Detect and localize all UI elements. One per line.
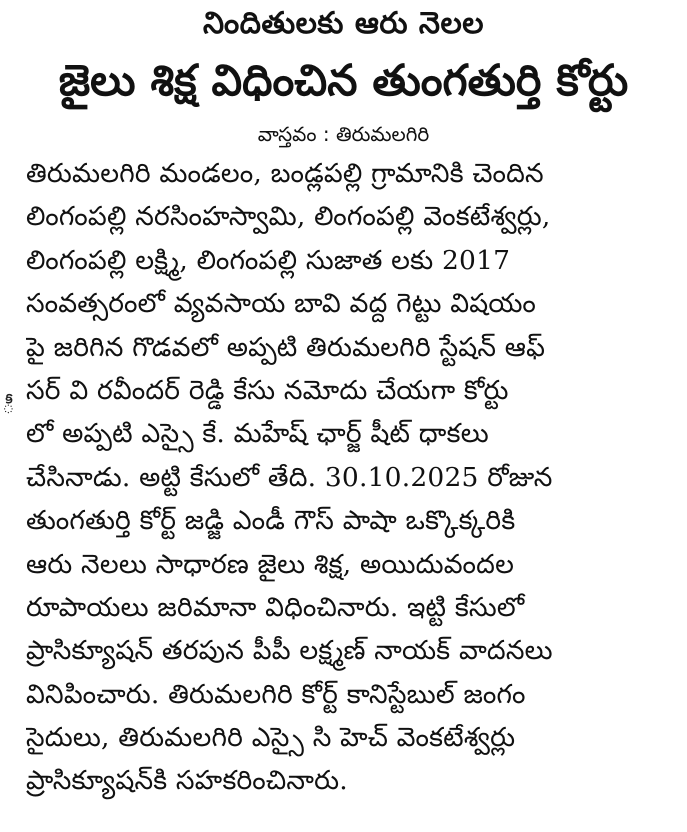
body-line: లింగంపల్లి నరసింహస్వామి, లింగంపల్లి వెంకటేశ్వర్లు, (26, 201, 551, 233)
body-line: సర్ వి రవీందర్ రెడ్డి కేసు నమోదు చేయగా కోర్టు (26, 374, 509, 406)
article-body (26, 152, 681, 803)
body-line: తిరుమలగిరి మండలం, బండ్లపల్లి గ్రామానికి చెందిన (26, 158, 544, 189)
margin-mark: ీ (2, 394, 15, 419)
kicker-headline: నిందితులకు ఆరు నెలల (202, 6, 485, 41)
body-line: లో అప్పటి ఎస్సై కే. మహేష్ ఛార్జ్ షీట్ ధాకలు (26, 418, 489, 450)
main-headline: జైలు శిక్ష విధించిన తుంగతుర్తి కోర్టు (58, 56, 629, 106)
body-line: సంవత్సరంలో వ్యవసాయ బావి వద్ద గెట్టు విషయం (26, 288, 537, 320)
body-line: సైదులు, తిరుమలగిరి ఎస్సై సి హెచ్ వెంకటేశ్వర్లు (26, 722, 516, 754)
dateline: వాస్తవం : తిరుమలగిరి (257, 122, 430, 146)
body-line: ఆరు నెలలు సాధారణ జైలు శిక్ష, అయిదువందల (26, 548, 515, 580)
body-line: వినిపించారు. తిరుమలగిరి కోర్ట్ కానిస్టేబుల్ జంగం (26, 678, 526, 710)
body-line: తుంగతుర్తి కోర్ట్ జడ్జి ఎండీ గౌస్ పాషా ఒక్కొక్కరికి (26, 505, 516, 537)
body-line: పై జరిగిన గొడవలో అప్పటి తిరుమలగిరి స్టేషన్ ఆఫ్ (26, 331, 546, 363)
body-line: ప్రాసిక్యూషన్‌కి సహకరించినారు. (26, 765, 348, 797)
body-line: రూపాయలు జరిమానా విధించినారు. ఇట్టి కేసులో (26, 591, 525, 623)
body-line: చేసినాడు. అట్టి కేసులో తేది. 30.10.2025 రోజున (26, 461, 553, 493)
body-line: ప్రాసిక్యూషన్ తరపున పీపీ లక్ష్మణ్ నాయక్ వాదనలు (26, 635, 553, 667)
body-line: లింగంపల్లి లక్ష్మి, లింగంపల్లి సుజాత లకు 2017 (26, 244, 511, 276)
